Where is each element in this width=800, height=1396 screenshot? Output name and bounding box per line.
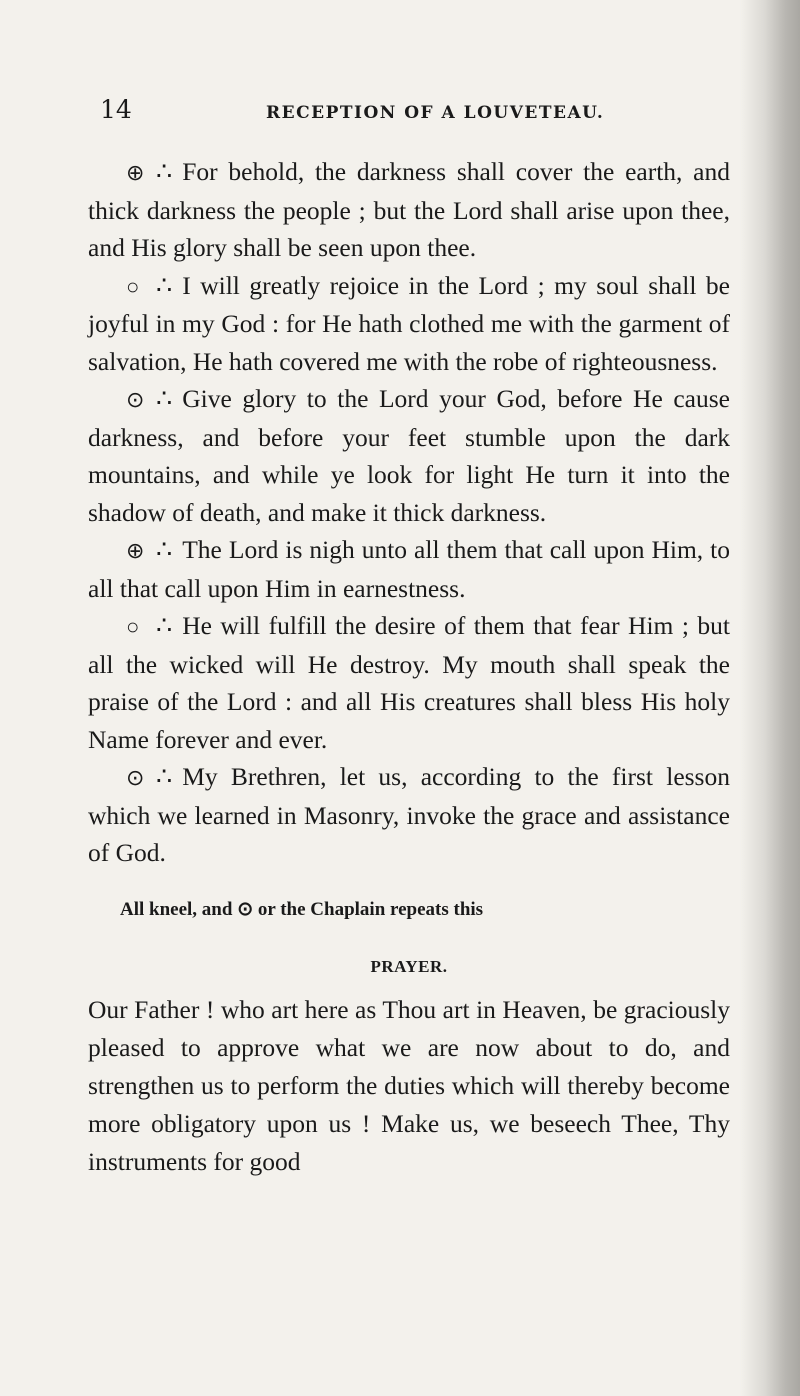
verse-text: Give glory to the Lord your God, before He cause darkness, and before your feet stumble upon the dark mountains, and while ye look for light He turn it into the shadow of death, and make it thick darkness. [88, 384, 730, 527]
prayer-text: Our Father ! who art here as Thou art in Heaven, be graciously pleased to approve what we are now about to do, and strengthen us to perform the duties which will thereby become more obligatory upon us ! Make us, we beseech Thee, Thy instruments for good [88, 994, 730, 1176]
page-number: 14 [100, 95, 132, 124]
verse-text: My Brethren, let us, according to the first lesson which we learned in Masonry, invoke the grace and assistance of God. [88, 762, 730, 867]
verse-paragraph [88, 153, 730, 267]
verse-paragraph [88, 531, 730, 607]
officer-symbol-icon: ○ [126, 614, 140, 639]
verse-text: I will greatly rejoice in the Lord ; my soul shall be joyful in my God : for He hath clothed me with the garment of salvation, He hath covered me with the robe of righteousness. [88, 270, 730, 376]
officer-symbol-icon: ○ [126, 273, 140, 299]
verse-paragraph [88, 758, 730, 872]
officer-symbol-icon: ⊙ [126, 765, 145, 790]
verse-text: The Lord is nigh unto all them that call upon Him, to all that call upon Him in earnestness. [88, 535, 730, 603]
page-gutter-shadow [740, 0, 800, 1396]
rubric-instruction: All kneel, and ⊙ or the Chaplain repeats this [120, 898, 484, 920]
three-dots-icon: ∴ [156, 611, 173, 640]
three-dots-icon: ∴ [156, 384, 173, 413]
page-header [88, 95, 730, 135]
three-dots-icon: ∴ [156, 762, 173, 791]
verse-paragraph [88, 267, 730, 381]
three-dots-icon: ∴ [156, 535, 173, 564]
three-dots-icon: ∴ [156, 157, 173, 186]
verse-paragraph [88, 607, 730, 758]
verse-text: He will fulfill the desire of them that fear Him ; but all the wicked will He destroy. My mouth shall speak the praise of the Lord : and all His creatures shall bless His holy Name forever and ever. [88, 611, 730, 754]
verse-text: For behold, the darkness shall cover the earth, and thick darkness the people ; but the Lord shall arise upon thee, and His glory shall be seen upon thee. [88, 157, 730, 262]
officer-symbol-icon: ⊕ [126, 538, 145, 563]
officer-symbol-icon: ⊕ [126, 160, 145, 185]
three-dots-icon: ∴ [156, 270, 173, 300]
prayer-heading: PRAYER. [370, 956, 448, 976]
running-title: RECEPTION OF A LOUVETEAU. [266, 103, 605, 123]
dialogue-text [88, 153, 730, 872]
officer-symbol-icon: ⊙ [126, 387, 145, 412]
book-page [88, 95, 730, 1181]
verse-paragraph [88, 380, 730, 531]
